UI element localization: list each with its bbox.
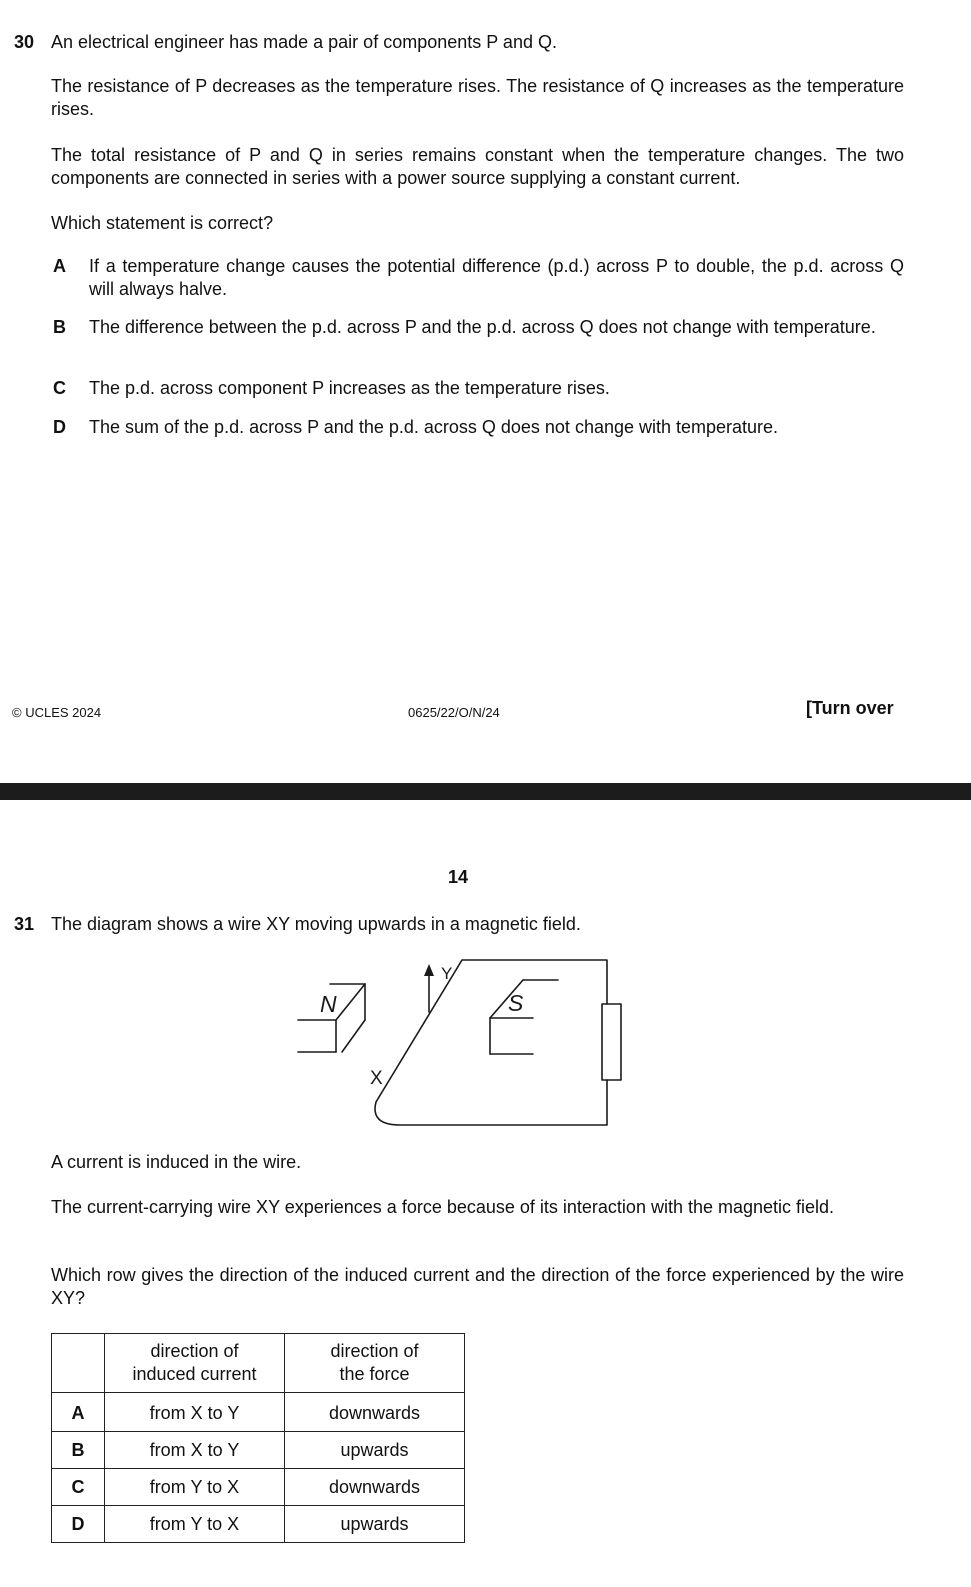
row-force: downwards: [285, 1469, 465, 1506]
table-header-blank: [52, 1334, 105, 1393]
row-force: upwards: [285, 1432, 465, 1469]
q31-number: 31: [14, 914, 35, 934]
row-current: from Y to X: [105, 1506, 285, 1543]
q30-intro: An electrical engineer has made a pair of components P and Q.: [51, 32, 557, 52]
table-header-row: [52, 1334, 465, 1393]
row-letter: C: [52, 1469, 105, 1506]
table-row: [52, 1506, 465, 1543]
diagram-label-y: Y: [441, 964, 453, 983]
row-current: from X to Y: [105, 1393, 285, 1432]
header-force-line-2: the force: [339, 1364, 410, 1384]
row-letter: A: [52, 1393, 105, 1432]
table-row: [52, 1393, 465, 1432]
footer-paper-code: 0625/22/O/N/24: [408, 705, 500, 720]
q31-intro: The diagram shows a wire XY moving upwards in a magnetic field.: [51, 914, 581, 934]
arrow-head-icon: [424, 964, 434, 976]
magnetic-field-diagram: [290, 952, 625, 1132]
row-letter: B: [52, 1432, 105, 1469]
header-force-line-1: direction of: [330, 1341, 419, 1361]
q30-option-d-text: The sum of the p.d. across P and the p.d. across Q does not change with temperature.: [89, 417, 779, 437]
wire-loop: [375, 960, 607, 1125]
q30-option-d-letter: D: [53, 417, 66, 437]
footer-copyright: © UCLES 2024: [12, 705, 102, 720]
row-letter: D: [52, 1506, 105, 1543]
q30-paragraph-1: The resistance of P decreases as the temperature rises. The resistance of Q increases as the temperature rises.: [51, 76, 904, 119]
page-number: 14: [448, 867, 469, 887]
q30-option-c-letter: C: [53, 378, 66, 398]
q30-option-c-text: The p.d. across component P increases as the temperature rises.: [89, 378, 610, 398]
page-divider: [0, 783, 971, 800]
resistor: [602, 1004, 621, 1080]
footer-turn-over: [Turn over: [806, 698, 894, 718]
q30-number: 30: [14, 32, 35, 52]
q31-answer-table: [51, 1333, 465, 1543]
q30-option-a-letter: A: [53, 256, 66, 276]
q30-option-a-text: If a temperature change causes the potential difference (p.d.) across P to double, the p.d. across Q will always halve.: [89, 256, 904, 299]
row-current: from Y to X: [105, 1469, 285, 1506]
q30-option-b-text: The difference between the p.d. across P and the p.d. across Q does not change with temperature.: [89, 317, 876, 337]
row-force: upwards: [285, 1506, 465, 1543]
diagram-label-s: S: [508, 990, 524, 1016]
q30-paragraph-2: The total resistance of P and Q in series remains constant when the temperature changes. The two components are connected in series with a power source supplying a constant current.: [51, 145, 904, 188]
header-current-line-1: direction of: [150, 1341, 239, 1361]
south-pole-magnet: [490, 980, 558, 1054]
header-current-line-2: induced current: [132, 1364, 257, 1384]
q31-question: Which row gives the direction of the induced current and the direction of the force experienced by the wire XY?: [51, 1265, 904, 1308]
q30-question: Which statement is correct?: [51, 213, 274, 233]
q31-paragraph-2: The current-carrying wire XY experiences a force because of its interaction with the magnetic field.: [51, 1197, 835, 1217]
table-row: [52, 1469, 465, 1506]
table-row: [52, 1432, 465, 1469]
row-force: downwards: [285, 1393, 465, 1432]
row-current: from X to Y: [105, 1432, 285, 1469]
diagram-label-n: N: [320, 991, 337, 1017]
table-header-current: [105, 1334, 285, 1393]
q31-paragraph-1: A current is induced in the wire.: [51, 1152, 302, 1172]
table-header-force: [285, 1334, 465, 1393]
q30-option-b-letter: B: [53, 317, 66, 337]
diagram-label-x: X: [370, 1068, 383, 1089]
